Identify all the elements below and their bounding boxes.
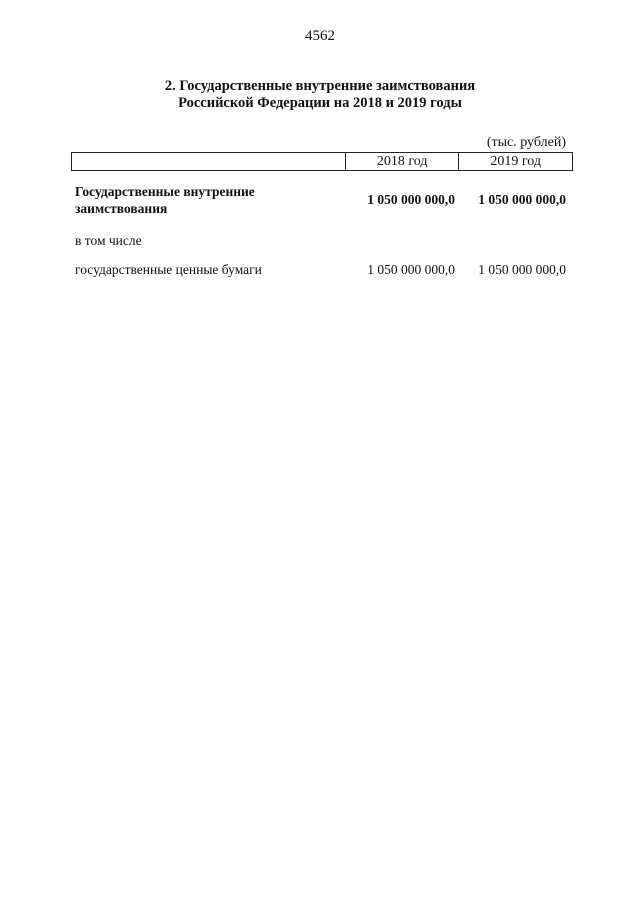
row-value-2019: 1 050 000 000,0 (478, 192, 566, 207)
header-cell-name (72, 153, 346, 170)
row-label: Государственные внутренние заимствования (75, 184, 255, 216)
section-title-line-2: Российской Федерации на 2018 и 2019 годы (178, 95, 462, 111)
row-value-2018: 1 050 000 000,0 (367, 262, 455, 277)
row-label: в том числе (75, 233, 142, 248)
section-title (0, 78, 640, 112)
header-cell-2018: 2018 год (346, 153, 460, 170)
units-note: (тыс. рублей) (486, 135, 566, 150)
section-title-line-1: 2. Государственные внутренние заимствования (164, 78, 476, 94)
row-value-2019: 1 050 000 000,0 (478, 262, 566, 277)
page-number: 4562 (305, 28, 335, 44)
row-label: государственные ценные бумаги (75, 262, 262, 277)
header-cell-2019: 2019 год (490, 154, 542, 169)
row-value-2018: 1 050 000 000,0 (367, 192, 455, 207)
table-header (71, 152, 573, 171)
